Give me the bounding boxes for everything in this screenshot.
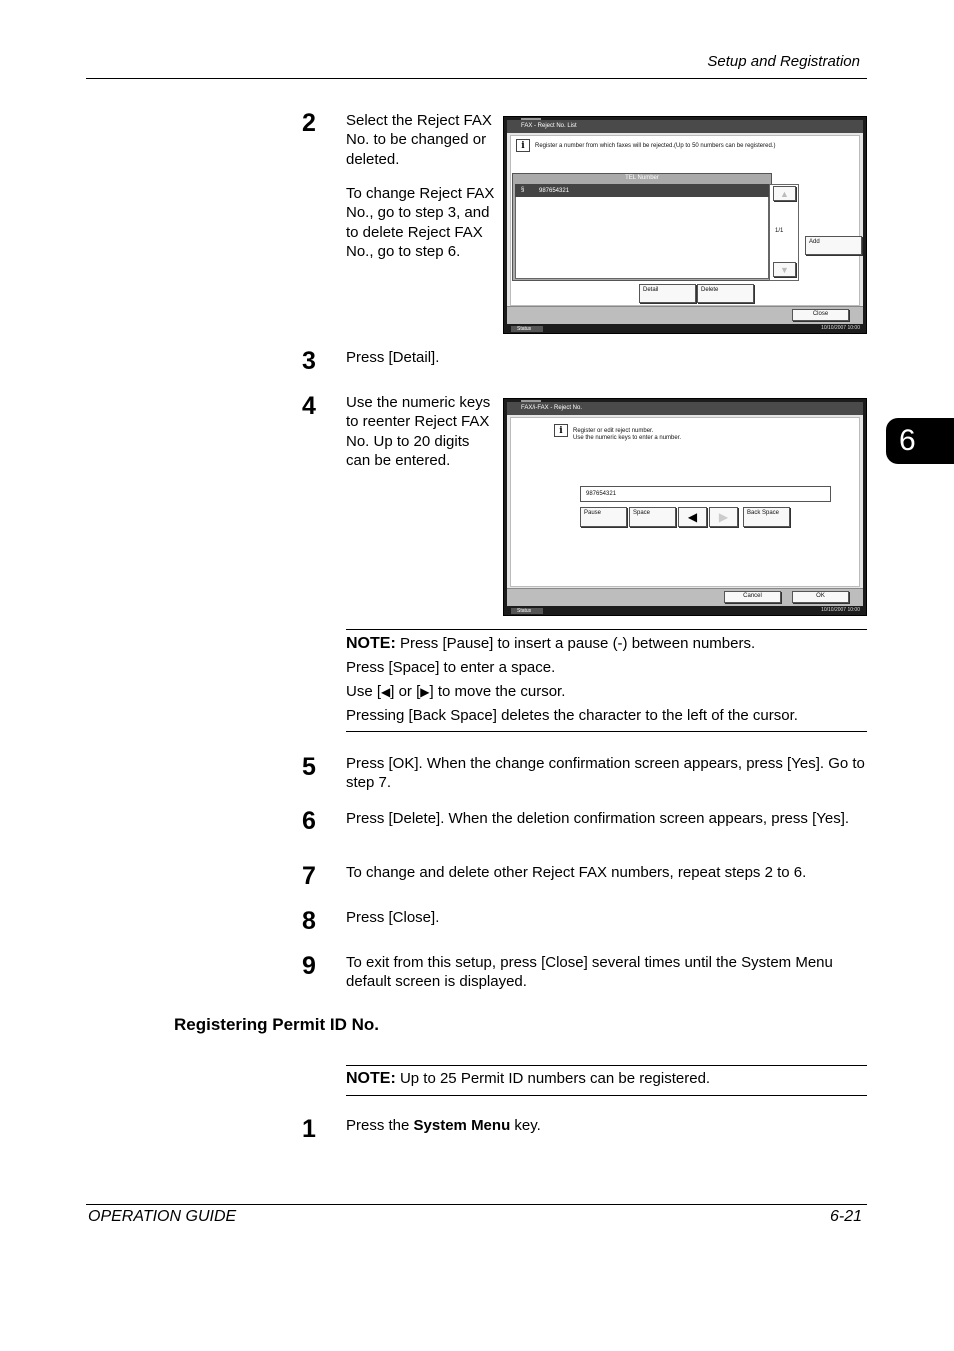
left-arrow-icon: ◀ xyxy=(381,685,391,699)
status-button[interactable]: Status xyxy=(511,608,543,614)
step-number: 4 xyxy=(302,392,316,420)
footer-guide-title: OPERATION GUIDE xyxy=(88,1208,237,1225)
note-text: ] or [ xyxy=(390,683,421,700)
note-rule-top xyxy=(346,1065,867,1066)
screen-title: FAX - Reject No. List xyxy=(507,120,863,133)
note-text: Press [Pause] to insert a pause (-) between numbers. xyxy=(395,635,756,652)
step-number: 5 xyxy=(302,753,316,781)
step-number: 1 xyxy=(302,1115,316,1143)
info-message: Register a number from which faxes will be rejected.(Up to 50 numbers can be registered.) xyxy=(535,143,776,149)
info-message-2: Use the numeric keys to enter a number. xyxy=(573,435,682,441)
screen-title: FAX/i-FAX - Reject No. xyxy=(507,402,863,415)
reject-list-screen xyxy=(503,116,867,334)
step-5-text: Press [OK]. When the change confirmation screen appears, press [Yes]. Go to step 7. xyxy=(346,755,865,792)
info-icon: i xyxy=(516,139,530,152)
step-8-text: Press [Close]. xyxy=(346,909,440,926)
scroll-up-button[interactable]: ▲ xyxy=(773,186,796,201)
section-heading: Registering Permit ID No. xyxy=(174,1015,379,1034)
step-4-text: Use the numeric keys to reenter Reject FAX No. Up to 20 digits can be entered. xyxy=(346,394,491,470)
step-6-text: Press [Delete]. When the deletion confirmation screen appears, press [Yes]. xyxy=(346,810,850,827)
delete-button[interactable]: Delete xyxy=(697,284,754,303)
note-rule-bottom xyxy=(346,1095,867,1096)
column-header: TEL Number xyxy=(625,175,659,181)
cursor-right-button[interactable]: ▶ xyxy=(709,507,738,527)
step-text: Press the xyxy=(346,1117,414,1134)
step-number: 8 xyxy=(302,907,316,935)
list-item-number: 987654321 xyxy=(539,188,570,194)
step-number: 6 xyxy=(302,807,316,835)
note-1-line-1 xyxy=(346,634,755,653)
note-1-line-2: Press [Space] to enter a space. xyxy=(346,659,556,676)
info-icon: i xyxy=(554,424,568,437)
step-2-subtext: To change Reject FAX No., go to step 3, and to delete Reject FAX No., go to step 6. xyxy=(346,185,495,261)
step-number: 7 xyxy=(302,862,316,890)
info-message: Register or edit reject number. xyxy=(573,428,654,434)
add-button[interactable]: Add xyxy=(805,236,862,255)
cancel-button[interactable]: Cancel xyxy=(724,591,781,603)
permit-step-1-text xyxy=(346,1116,541,1135)
detail-button[interactable]: Detail xyxy=(639,284,696,303)
note-rule-bottom xyxy=(346,731,867,732)
note-2 xyxy=(346,1069,710,1088)
step-number: 2 xyxy=(302,109,316,137)
chapter-tab: 6 xyxy=(886,418,954,464)
space-button[interactable]: Space xyxy=(629,507,676,527)
footer-rule xyxy=(86,1204,867,1205)
page-indicator: 1/1 xyxy=(775,228,784,234)
step-7-text: To change and delete other Reject FAX numbers, repeat steps 2 to 6. xyxy=(346,864,807,881)
note-text: ] to move the cursor. xyxy=(429,683,566,700)
step-number: 9 xyxy=(302,952,316,980)
note-1-line-3 xyxy=(346,682,565,702)
reject-number-input[interactable]: 987654321 xyxy=(586,491,617,497)
back-space-button[interactable]: Back Space xyxy=(743,507,790,527)
status-button[interactable]: Status xyxy=(511,326,543,332)
right-arrow-icon: ▶ xyxy=(420,685,430,699)
ok-button[interactable]: OK xyxy=(792,591,849,603)
note-label: NOTE: xyxy=(346,1070,396,1087)
pause-button[interactable]: Pause xyxy=(580,507,627,527)
reject-no-screen xyxy=(503,398,867,616)
note-rule-top xyxy=(346,629,867,630)
step-2-text: Select the Reject FAX No. to be changed or deleted. xyxy=(346,112,492,168)
close-button[interactable]: Close xyxy=(792,309,849,321)
note-label: NOTE: xyxy=(346,635,396,652)
scroll-down-button[interactable]: ▼ xyxy=(773,262,796,277)
step-9-text: To exit from this setup, press [Close] several times until the System Menu default screen is displayed. xyxy=(346,954,833,991)
running-header: Setup and Registration xyxy=(707,53,860,70)
step-3-text: Press [Detail]. xyxy=(346,349,440,366)
step-text: key. xyxy=(510,1117,541,1134)
note-1-line-4: Pressing [Back Space] deletes the character to the left of the cursor. xyxy=(346,707,798,724)
fax-icon: § xyxy=(521,187,525,193)
system-menu-key-label: System Menu xyxy=(413,1117,511,1134)
note-text: Use [ xyxy=(346,683,382,700)
cursor-left-button[interactable]: ◀ xyxy=(678,507,707,527)
page-number: 6-21 xyxy=(829,1208,862,1225)
header-rule xyxy=(86,78,867,79)
step-number: 3 xyxy=(302,347,316,375)
clock: 10/10/2007 10:00 xyxy=(821,607,860,613)
note-text: Up to 25 Permit ID numbers can be registered. xyxy=(395,1070,711,1087)
clock: 10/10/2007 10:00 xyxy=(821,325,860,331)
